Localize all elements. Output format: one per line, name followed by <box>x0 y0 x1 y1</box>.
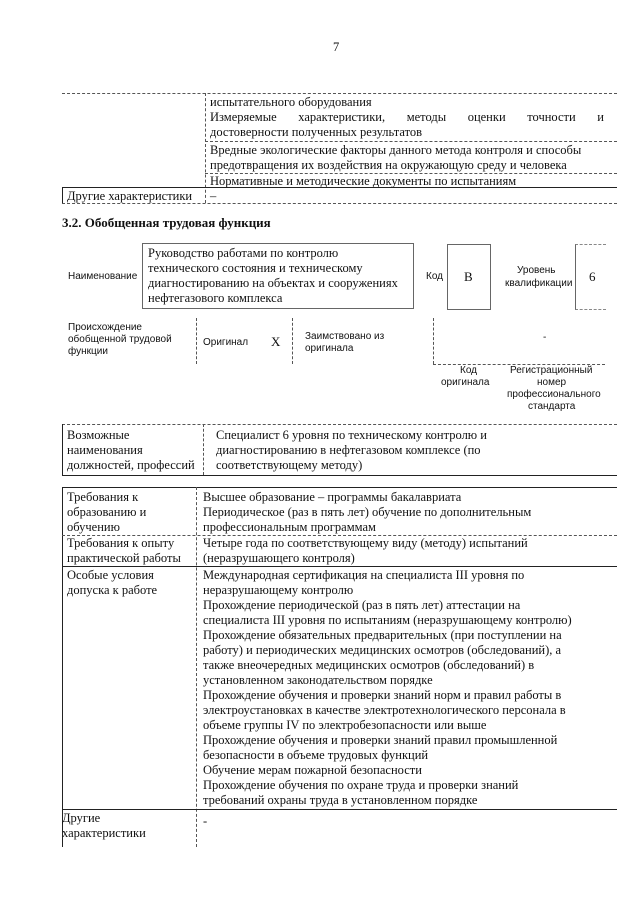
code-label: Код <box>426 271 444 282</box>
special-line: работу) и периодических медицинских осмотров (обследований), а <box>203 643 562 657</box>
reg-number-3: профессионального <box>507 389 601 400</box>
borrowed-label-1: Заимствовано из <box>305 331 385 342</box>
original-mark: X <box>271 334 281 349</box>
special-label-1: Особые условия <box>67 568 154 582</box>
original-label: Оригинал <box>203 337 249 348</box>
special-line: Прохождение периодической (раз в пять лет) аттестации на <box>203 598 521 612</box>
special-line: электроустановках в качестве электротехнологического персонала в <box>203 703 566 717</box>
page-number: 7 <box>333 40 340 54</box>
origin-dash: - <box>543 332 547 343</box>
positions-value-2: диагностированию в нефтегазовом комплексе (по <box>216 443 481 457</box>
level-label-1: Уровень <box>517 265 556 276</box>
reg-number-2: номер <box>537 377 567 388</box>
section-title: 3.2. Обобщенная трудовая функция <box>62 215 271 230</box>
level-label-2: квалификации <box>505 278 573 289</box>
special-line: требований охраны труда в установленном порядке <box>203 793 478 807</box>
name-label: Наименование <box>68 271 138 282</box>
top-line-1: испытательного оборудования <box>210 95 372 109</box>
edu-line-1: Высшее образование – программы бакалавриата <box>203 490 462 504</box>
top-other-value: – <box>210 189 217 203</box>
origin-label-1: Происхождение <box>68 322 142 333</box>
code-value: B <box>464 269 473 284</box>
top-line-5: предотвращения их воздействия на окружающую среду и человека <box>210 158 567 172</box>
name-line-1: Руководство работами по контролю <box>148 246 339 260</box>
top-line-4: Вредные экологические факторы данного метода контроля и способы <box>210 143 582 157</box>
special-line: Прохождение обучения по охране труда и проверки знаний <box>203 778 519 792</box>
level-value: 6 <box>589 269 596 284</box>
edu-label-1: Требования к <box>67 490 139 504</box>
special-line: также внеочередных медицинских осмотров (обследований) в <box>203 658 535 672</box>
special-line: Прохождение обучения и проверки знаний правил промышленной <box>203 733 558 747</box>
positions-label-3: должностей, профессий <box>67 458 195 472</box>
special-label-2: допуска к работе <box>67 583 158 597</box>
other-value: - <box>203 814 208 828</box>
name-line-2: технического состояния и техническому <box>148 261 363 275</box>
code-original-2: оригинала <box>441 377 490 388</box>
exp-label-2: практической работы <box>67 551 181 565</box>
top-line-2: Измеряемые характеристики, методы оценки точности и <box>210 110 604 124</box>
origin-label-2: обобщенной трудовой <box>68 334 172 345</box>
top-line-3: достоверности полученных результатов <box>210 125 423 139</box>
positions-value-3: соответствующему методу) <box>216 458 363 472</box>
name-line-4: нефтегазового комплекса <box>148 291 283 305</box>
positions-label-2: наименования <box>67 443 143 457</box>
special-line: безопасности в объеме трудовых функций <box>203 748 429 762</box>
edu-label-2: образованию и <box>67 505 147 519</box>
top-line-6: Нормативные и методические документы по испытаниям <box>210 174 517 188</box>
special-line: Обучение мерам пожарной безопасности <box>203 763 422 777</box>
reg-number-4: стандарта <box>528 401 576 412</box>
positions-value-1: Специалист 6 уровня по техническому контролю и <box>216 428 487 442</box>
exp-line-2: (неразрушающего контроля) <box>203 551 355 565</box>
special-line: Прохождение обучения и проверки знаний норм и правил работы в <box>203 688 562 702</box>
origin-label-3: функции <box>68 346 108 357</box>
code-original-1: Код <box>460 365 478 376</box>
edu-line-3: профессиональным программам <box>203 520 376 534</box>
edu-line-2: Периодическое (раз в пять лет) обучение по дополнительным <box>203 505 532 519</box>
borrowed-label-2: оригинала <box>305 343 354 354</box>
exp-line-1: Четыре года по соответствующему виду (методу) испытаний <box>203 536 528 550</box>
edu-label-3: обучению <box>67 520 120 534</box>
other-label-2: характеристики <box>62 826 146 840</box>
positions-label-1: Возможные <box>67 428 130 442</box>
special-line: установленном законодательством порядке <box>203 673 433 687</box>
special-line: Международная сертификация на специалиста III уровня по <box>203 568 525 582</box>
name-line-3: диагностированию на объектах и сооружениях <box>148 276 398 290</box>
exp-label-1: Требования к опыту <box>67 536 175 550</box>
special-line: Прохождение обязательных предварительных (при поступлении на <box>203 628 562 642</box>
reg-number-1: Регистрационный <box>510 365 593 376</box>
other-label-1: Другие <box>62 811 101 825</box>
special-line: специалиста III уровня по испытаниям (неразрушающему контролю) <box>203 613 572 627</box>
special-line: объеме группы IV по электробезопасности или выше <box>203 718 487 732</box>
top-other-label: Другие характеристики <box>67 189 193 203</box>
special-line: неразрушающему контролю <box>203 583 354 597</box>
